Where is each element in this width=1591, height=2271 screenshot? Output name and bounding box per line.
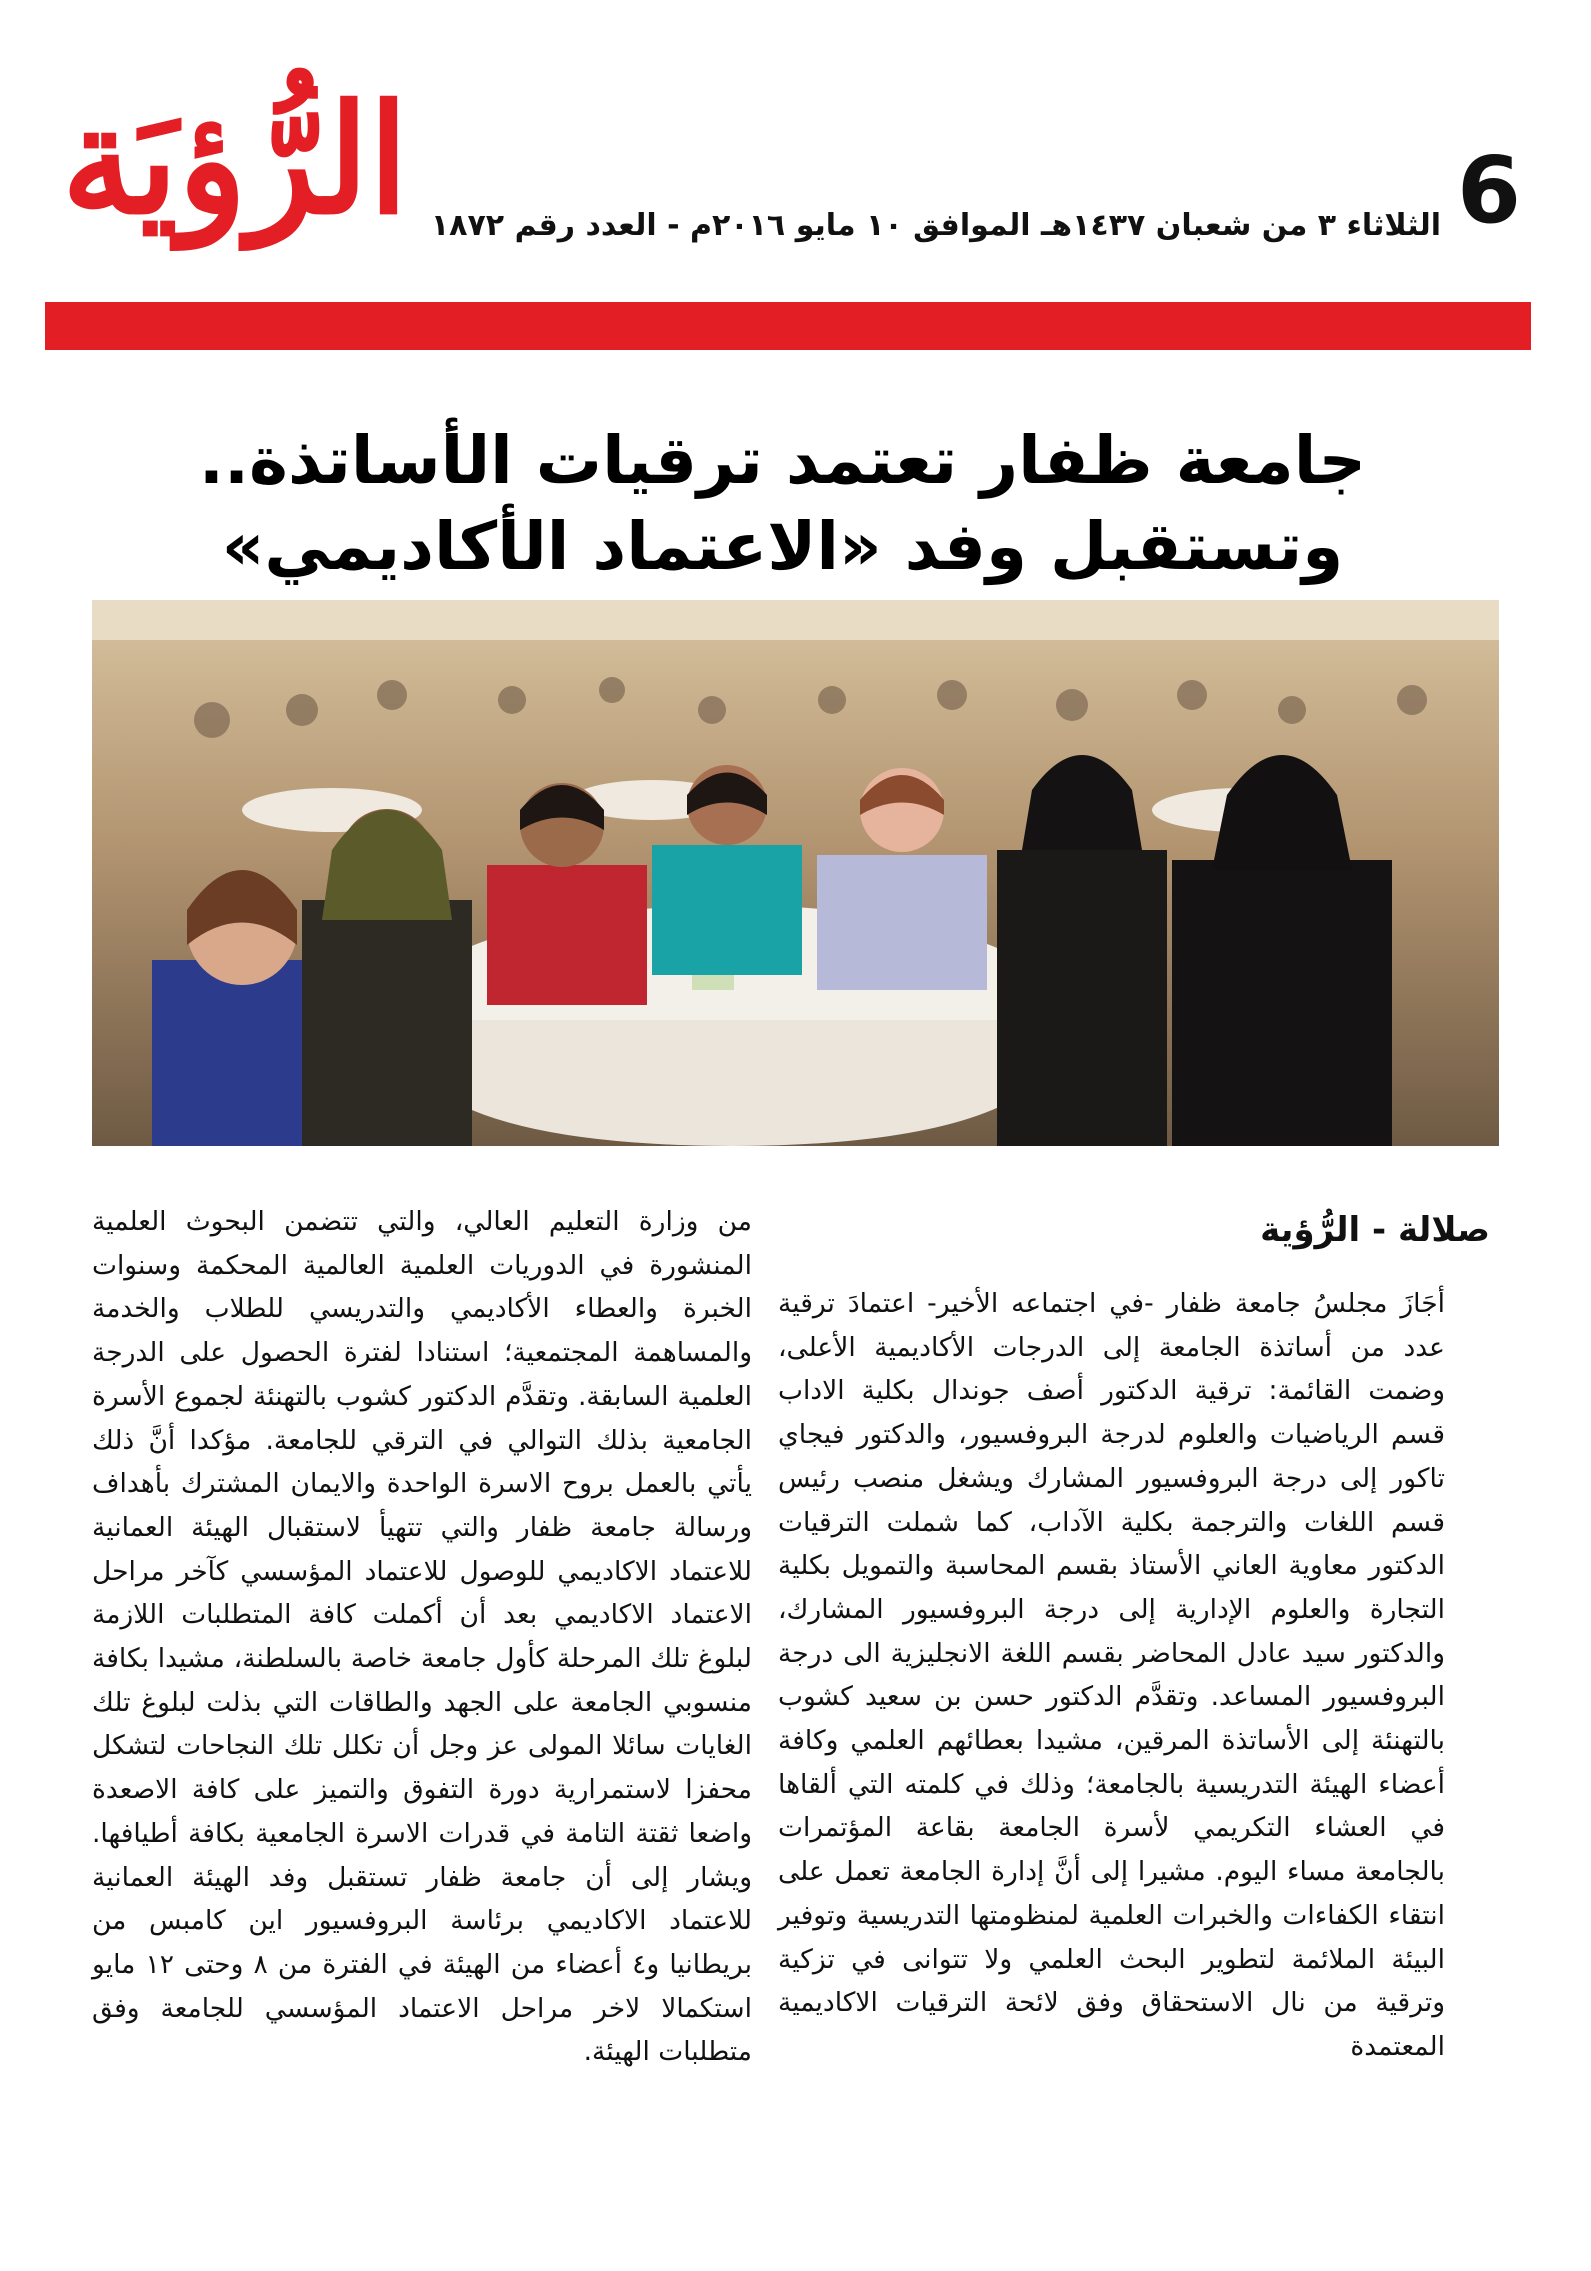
article-paragraph-2: من وزارة التعليم العالي، والتي تتضمن البحوث العلمية المنشورة في الدوريات العلمية العالمية المحكمة وسنوات الخبرة والعطاء الأكاديمي والتدريسي للطلاب والخدمة والمساهمة المجتمعية؛ استنادا لفترة الحصول على الدرجة العلمية السابقة. وتقدَّم الدكتور كشوب بالتهنئة لجموع الأسرة الجامعية بذلك التوالي في الترقي للجامعة. مؤكدا أنَّ ذلك يأتي بالعمل بروح الاسرة الواحدة والايمان المشترك بأهداف ورسالة جامعة ظفار والتي تتهيأ لاستقبال الهيئة العمانية للاعتماد الاكاديمي للوصول للاعتماد المؤسسي كآخر مراحل الاعتماد الاكاديمي بعد أن أكملت كافة المتطلبات اللازمة لبلوغ تلك المرحلة كأول جامعة خاصة بالسلطنة، مشيدا بكافة منسوبي الجامعة على الجهد والطاقات التي بذلت لبلوغ تلك الغايات سائلا المولى عز وجل أن تكلل تلك النجاحات لتشكل محفزا لاستمرارية دورة التفوق والتميز على كافة الاصعدة واضعا ثقتة التامة في قدرات الاسرة الجامعية بكافة أطيافها. ويشار إلى أن جامعة ظفار تستقبل وفد الهيئة العمانية للاعتماد الاكاديمي برئاسة البروفسيور اين كامبس من بريطانيا و٤ أعضاء من الهيئة في الفترة من ٨ وحتى ١٢ مايو استكمالا لاخر مراحل الاعتماد المؤسسي للجامعة وفق متطلبات الهيئة. bbox=[92, 1206, 752, 2068]
article-headline: جامعة ظفار تعتمد ترقيات الأساتذة.. وتستقبل وفد «الاعتماد الأكاديمي» bbox=[198, 422, 1367, 585]
article-paragraph-1: أجَازَ مجلسُ جامعة ظفار -في اجتماعه الأخير- اعتمادَ ترقية عدد من أساتذة الجامعة إلى الدرجات الأكاديمية الأعلى، وضمت القائمة: ترقية الدكتور أصف جوندال بكلية الاداب قسم الرياضيات والعلوم لدرجة البروفسيور، والدكتور فيجاي تاكور إلى درجة البروفسيور المشارك ويشغل منصب رئيس قسم اللغات والترجمة بكلية الآداب، كما شملت الترقيات الدكتور معاوية العاني الأستاذ بقسم المحاسبة والتمويل بكلية التجارة والعلوم الإدارية إلى درجة البروفسيور المشارك، والدكتور سيد عادل المحاضر بقسم اللغة الانجليزية الى درجة البروفسيور المساعد. وتقدَّم الدكتور حسن بن سعيد كشوب بالتهنئة إلى الأساتذة المرقين، مشيدا بعطائهم العلمي وكافة أعضاء الهيئة التدريسية بالجامعة؛ وذلك في كلمته التي ألقاها في العشاء التكريمي لأسرة الجامعة بقاعة المؤتمرات بالجامعة مساء اليوم. مشيرا إلى أنَّ إدارة الجامعة تعمل على انتقاء الكفاءات والخبرات العلمية لمنظومتها التدريسية وتوفير البيئة الملائمة لتطوير البحث العلمي ولا تتوانى في تزكية وترقية من نال الاستحقاق وفق لائحة الترقيات الاكاديمية المعتمدة bbox=[778, 1288, 1445, 2062]
newspaper-logo: الرُّؤيَة bbox=[61, 72, 409, 248]
article-photo bbox=[92, 600, 1499, 1146]
article-column-left bbox=[92, 1200, 752, 2074]
header-rule bbox=[45, 302, 1531, 350]
issue-dateline: الثلاثاء ٣ من شعبان ١٤٣٧هـ الموافق ١٠ مايو ٢٠١٦م - العدد رقم ١٨٧٢ bbox=[430, 208, 1441, 243]
article-byline: صلالة - الرُّؤية bbox=[1260, 1210, 1490, 1250]
article-column-right bbox=[778, 1200, 1490, 2069]
photo-dinner-guests-illustration bbox=[92, 600, 1499, 1146]
page-number: 6 bbox=[1456, 137, 1521, 244]
